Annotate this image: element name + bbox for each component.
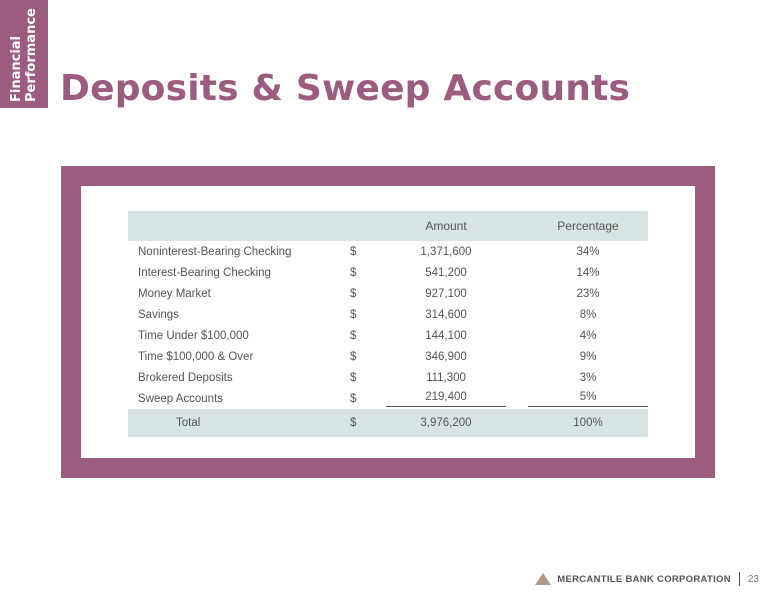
row-amount: 219,400 [386, 391, 506, 407]
row-label: Savings [138, 308, 179, 321]
header-amount: Amount [386, 211, 506, 241]
row-percentage: 9% [579, 350, 597, 363]
row-gap [506, 367, 528, 388]
row-label: Time Under $100,000 [138, 329, 249, 342]
total-row [128, 409, 648, 437]
table-row [128, 346, 648, 367]
section-tab-line-1: Financial [9, 35, 24, 102]
row-currency: $ [350, 245, 357, 258]
total-label: Total [128, 409, 350, 437]
table-row [128, 283, 648, 304]
row-gap [506, 346, 528, 367]
row-amount: 111,300 [426, 371, 466, 384]
row-gap [506, 262, 528, 283]
table-row [128, 262, 648, 283]
row-percentage: 8% [579, 308, 597, 321]
table-row [128, 325, 648, 346]
header-gap-cell [506, 211, 528, 241]
company-name: MERCANTILE BANK CORPORATION [557, 573, 731, 585]
row-currency: $ [350, 350, 357, 363]
total-amount: 3,976,200 [386, 409, 506, 437]
row-currency: $ [350, 392, 357, 405]
row-label: Sweep Accounts [138, 392, 224, 405]
company-logo-icon [535, 573, 551, 585]
row-percentage: 3% [579, 371, 597, 384]
row-label: Noninterest-Bearing Checking [138, 245, 292, 258]
row-currency: $ [350, 287, 357, 300]
row-amount: 927,100 [425, 287, 467, 300]
total-percentage: 100% [528, 409, 648, 437]
section-tab-label [0, 0, 48, 108]
row-percentage-cell [528, 388, 648, 409]
header-currency-cell [350, 211, 386, 241]
table-panel [81, 186, 695, 458]
table-row [128, 304, 648, 325]
page-number: 23 [747, 573, 759, 585]
row-label: Money Market [138, 287, 211, 300]
row-amount: 144,100 [425, 329, 467, 342]
table-frame [61, 166, 715, 478]
row-amount-cell [386, 388, 506, 409]
row-label: Time $100,000 & Over [138, 350, 254, 363]
table-header-row [128, 211, 648, 241]
footer [535, 572, 759, 586]
table-row [128, 241, 648, 262]
row-gap [506, 304, 528, 325]
total-currency: $ [350, 409, 386, 437]
row-amount: 1,371,600 [420, 245, 472, 258]
row-amount: 541,200 [425, 266, 467, 279]
total-gap [506, 409, 528, 437]
deposits-table [128, 211, 648, 437]
row-percentage: 4% [579, 329, 597, 342]
row-currency: $ [350, 371, 357, 384]
table-row [128, 388, 648, 409]
row-label: Interest-Bearing Checking [138, 266, 271, 279]
row-percentage: 23% [576, 287, 600, 300]
row-amount: 346,900 [425, 350, 467, 363]
row-currency: $ [350, 266, 357, 279]
page-title: Deposits & Sweep Accounts [60, 68, 631, 109]
row-currency: $ [350, 308, 357, 321]
row-currency: $ [350, 329, 357, 342]
footer-divider [739, 572, 740, 586]
row-amount: 314,600 [425, 308, 467, 321]
header-percentage: Percentage [528, 211, 648, 241]
row-percentage: 34% [576, 245, 600, 258]
table-row [128, 367, 648, 388]
header-label-cell [128, 211, 350, 241]
section-tab [0, 0, 48, 108]
row-percentage: 14% [576, 266, 600, 279]
row-label: Brokered Deposits [138, 371, 233, 384]
row-percentage: 5% [528, 391, 648, 407]
row-gap [506, 241, 528, 262]
section-tab-line-2: Performance [24, 8, 39, 102]
row-gap [506, 283, 528, 304]
row-gap [506, 388, 528, 409]
row-gap [506, 325, 528, 346]
